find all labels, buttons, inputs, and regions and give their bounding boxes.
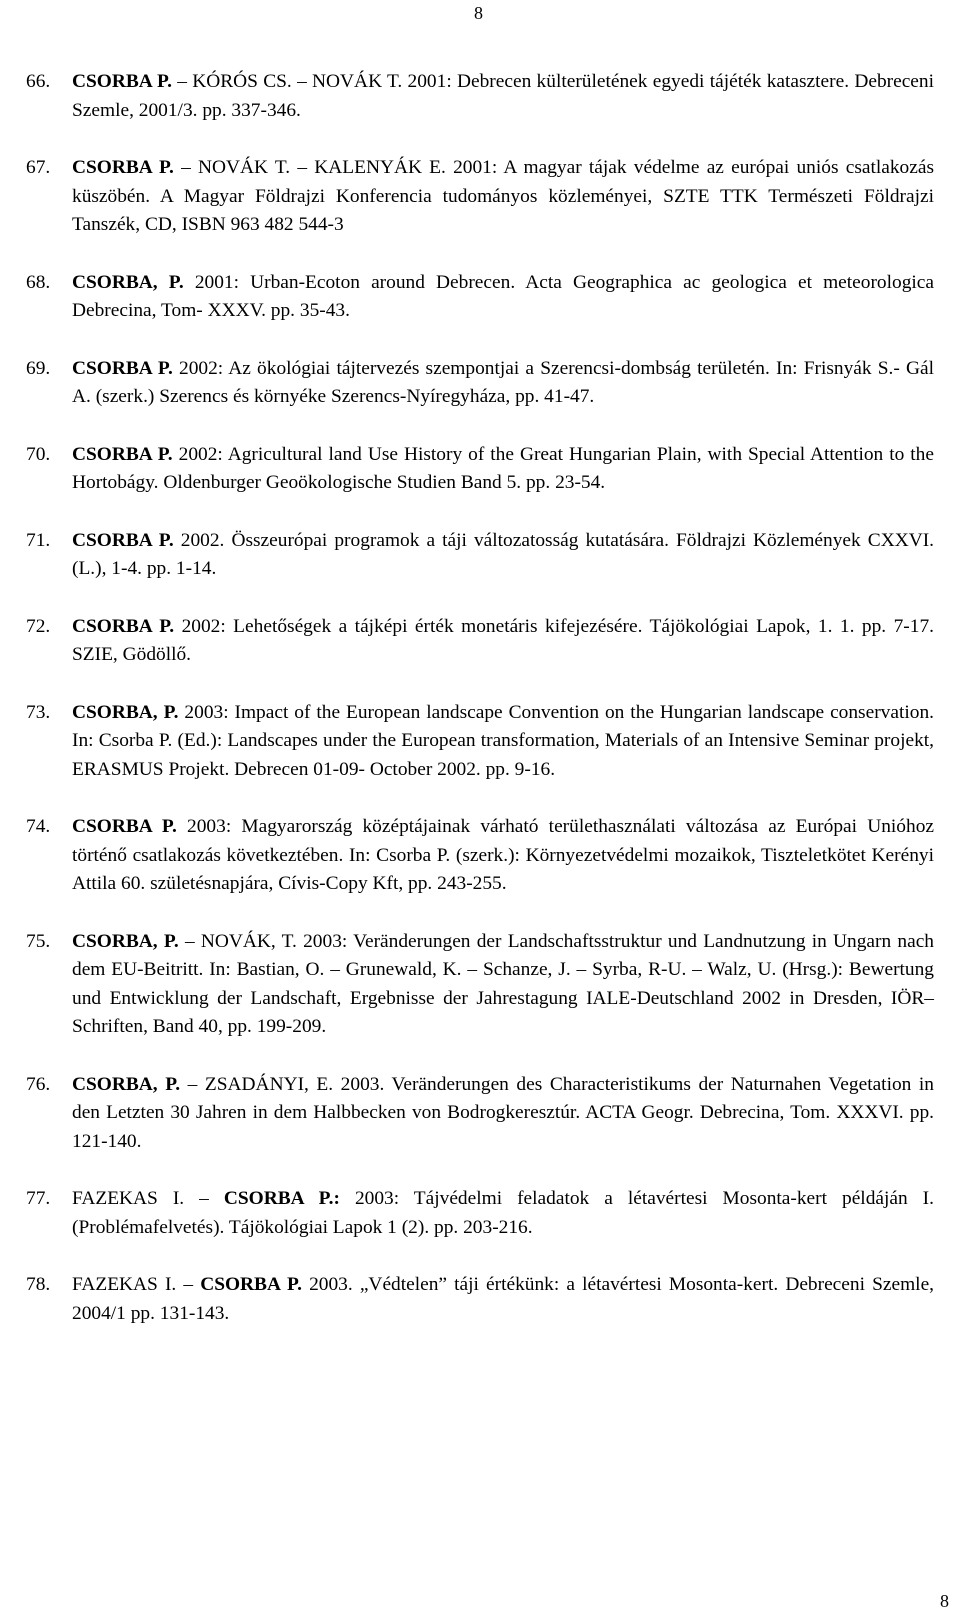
reference-text: – KÓRÓS CS. – NOVÁK T. 2001: Debrecen külterületének egyedi tájéték katasztere. Debreceni Szemle, 2001/3. pp. 337-346. — [72, 71, 934, 121]
reference-text: 2003: Magyarország középtájainak várható területhasználati változása az Európai Unióhoz történő csatlakozás következtében. In: Csorba P. (szerk.): Környezetvédelmi mozaikok, Tiszteletkötet Kerényi Attila 60. születésnapjára, Cívis-Copy Kft, pp. 243-255. — [72, 816, 934, 894]
page-number-top: 8 — [474, 3, 483, 23]
reference-text: 2003. „Védtelen” táji értékünk: a létavértesi Mosonta-kert. Debreceni Szemle, 2004/1 pp. 131-143. — [72, 1274, 935, 1324]
reference-entry — [26, 68, 934, 125]
reference-entry — [26, 441, 934, 498]
reference-text: 2002. Összeurópai programok a táji változatosság kutatására. Földrajzi Közlemények CXXVI. (L.), 1-4. pp. 1-14. — [72, 529, 935, 579]
reference-author: CSORBA P.: — [223, 1188, 340, 1209]
reference-author: CSORBA P. — [72, 443, 173, 465]
reference-number: 77. — [26, 1188, 51, 1209]
reference-text: 2002: Agricultural land Use History of the Great Hungarian Plain, with Special Attention to the Hortobágy. Oldenburger Geoökologische Studien Band 5. pp. 23-54. — [72, 443, 934, 493]
reference-number: 69. — [26, 357, 51, 379]
reference-number: 75. — [26, 930, 51, 952]
reference-text: 2001: Urban-Ecoton around Debrecen. Acta Geographica ac geologica et meteorologica Debrecina, Tom- XXXV. pp. 35-43. — [72, 271, 934, 321]
reference-coauthor: FAZEKAS I. – — [72, 1274, 201, 1295]
reference-entry — [26, 1271, 934, 1328]
reference-number: 76. — [26, 1073, 51, 1095]
reference-entry — [26, 355, 934, 412]
reference-author: CSORBA, P. — [72, 1073, 181, 1095]
reference-text: 2003: Tájvédelmi feladatok a létavértesi Mosonta-kert példáján I. (Problémafelvetés). Tájökológiai Lapok 1 (2). pp. 203-216. — [72, 1188, 934, 1238]
reference-number: 74. — [26, 816, 51, 837]
reference-number: 73. — [26, 701, 51, 723]
reference-author: CSORBA, P. — [72, 930, 179, 952]
reference-author: CSORBA P. — [200, 1274, 302, 1295]
reference-author: CSORBA P. — [72, 615, 175, 637]
reference-author: CSORBA, P. — [72, 271, 184, 293]
reference-entry — [26, 1185, 934, 1242]
reference-author: CSORBA P. — [72, 529, 174, 551]
reference-entry — [26, 813, 934, 899]
reference-text: 2002: Lehetőségek a tájképi érték monetáris kifejezésére. Tájökológiai Lapok, 1. 1. pp. 7-17. SZIE, Gödöllő. — [72, 615, 935, 665]
reference-text: 2003: Impact of the European landscape Convention on the Hungarian landscape conservation. In: Csorba P. (Ed.): Landscapes under the European transformation, Materials of an Intensive Seminar projekt, ERASMUS Projekt. Debrecen 01-09- October 2002. pp. 9-16. — [72, 701, 934, 780]
reference-author: CSORBA P. — [72, 157, 174, 178]
reference-number: 66. — [26, 71, 51, 92]
reference-entry — [26, 527, 934, 584]
reference-number: 71. — [26, 529, 51, 551]
reference-entry — [26, 154, 934, 240]
reference-number: 70. — [26, 443, 51, 465]
reference-number: 78. — [26, 1274, 51, 1295]
reference-number: 72. — [26, 615, 51, 637]
reference-entry — [26, 928, 934, 1042]
reference-author: CSORBA P. — [72, 71, 172, 92]
reference-number: 68. — [26, 271, 51, 293]
reference-text: – ZSADÁNYI, E. 2003. Veränderungen des Characteristikums der Naturnahen Vegetation in den Letzten 30 Jahren in dem Halbbecken von Bodrogkeresztúr. ACTA Geogr. Debrecina, Tom. XXXVI. pp. 121-140. — [72, 1073, 934, 1152]
reference-list — [26, 68, 934, 1357]
reference-entry — [26, 1071, 934, 1157]
reference-text: – NOVÁK, T. 2003: Veränderungen der Landschaftsstruktur und Landnutzung in Ungarn nach dem EU-Beitritt. In: Bastian, O. – Grunewald, K. – Schanze, J. – Syrba, R-U. – Walz, U. (Hrsg.): Bewertung und Entwicklung der Landschaft, Ergebnisse der Jahrestagung IALE-Deutschland 2002 in Dresden, IÖR– Schriften, Band 40, pp. 199-209. — [72, 930, 935, 1037]
page-number-bottom: 8 — [940, 1591, 949, 1611]
reference-entry — [26, 269, 934, 326]
reference-author: CSORBA P. — [72, 816, 177, 837]
reference-author: CSORBA P. — [72, 357, 173, 379]
reference-number: 67. — [26, 157, 51, 178]
reference-coauthor: FAZEKAS I. – — [72, 1188, 224, 1209]
reference-text: 2002: Az ökológiai tájtervezés szempontjai a Szerencsi-dombság területén. In: Frisnyák S.- Gál A. (szerk.) Szerencs és környéke Szerencs-Nyíregyháza, pp. 41-47. — [72, 357, 934, 407]
reference-text: – NOVÁK T. – KALENYÁK E. 2001: A magyar tájak védelme az európai uniós csatlakozás küszöbén. A Magyar Földrajzi Konferencia tudományos közleményei, SZTE TTK Természeti Földrajzi Tanszék, CD, ISBN 963 482 544-3 — [72, 157, 934, 235]
reference-entry — [26, 613, 934, 670]
reference-entry — [26, 699, 934, 785]
reference-author: CSORBA, P. — [72, 701, 179, 723]
